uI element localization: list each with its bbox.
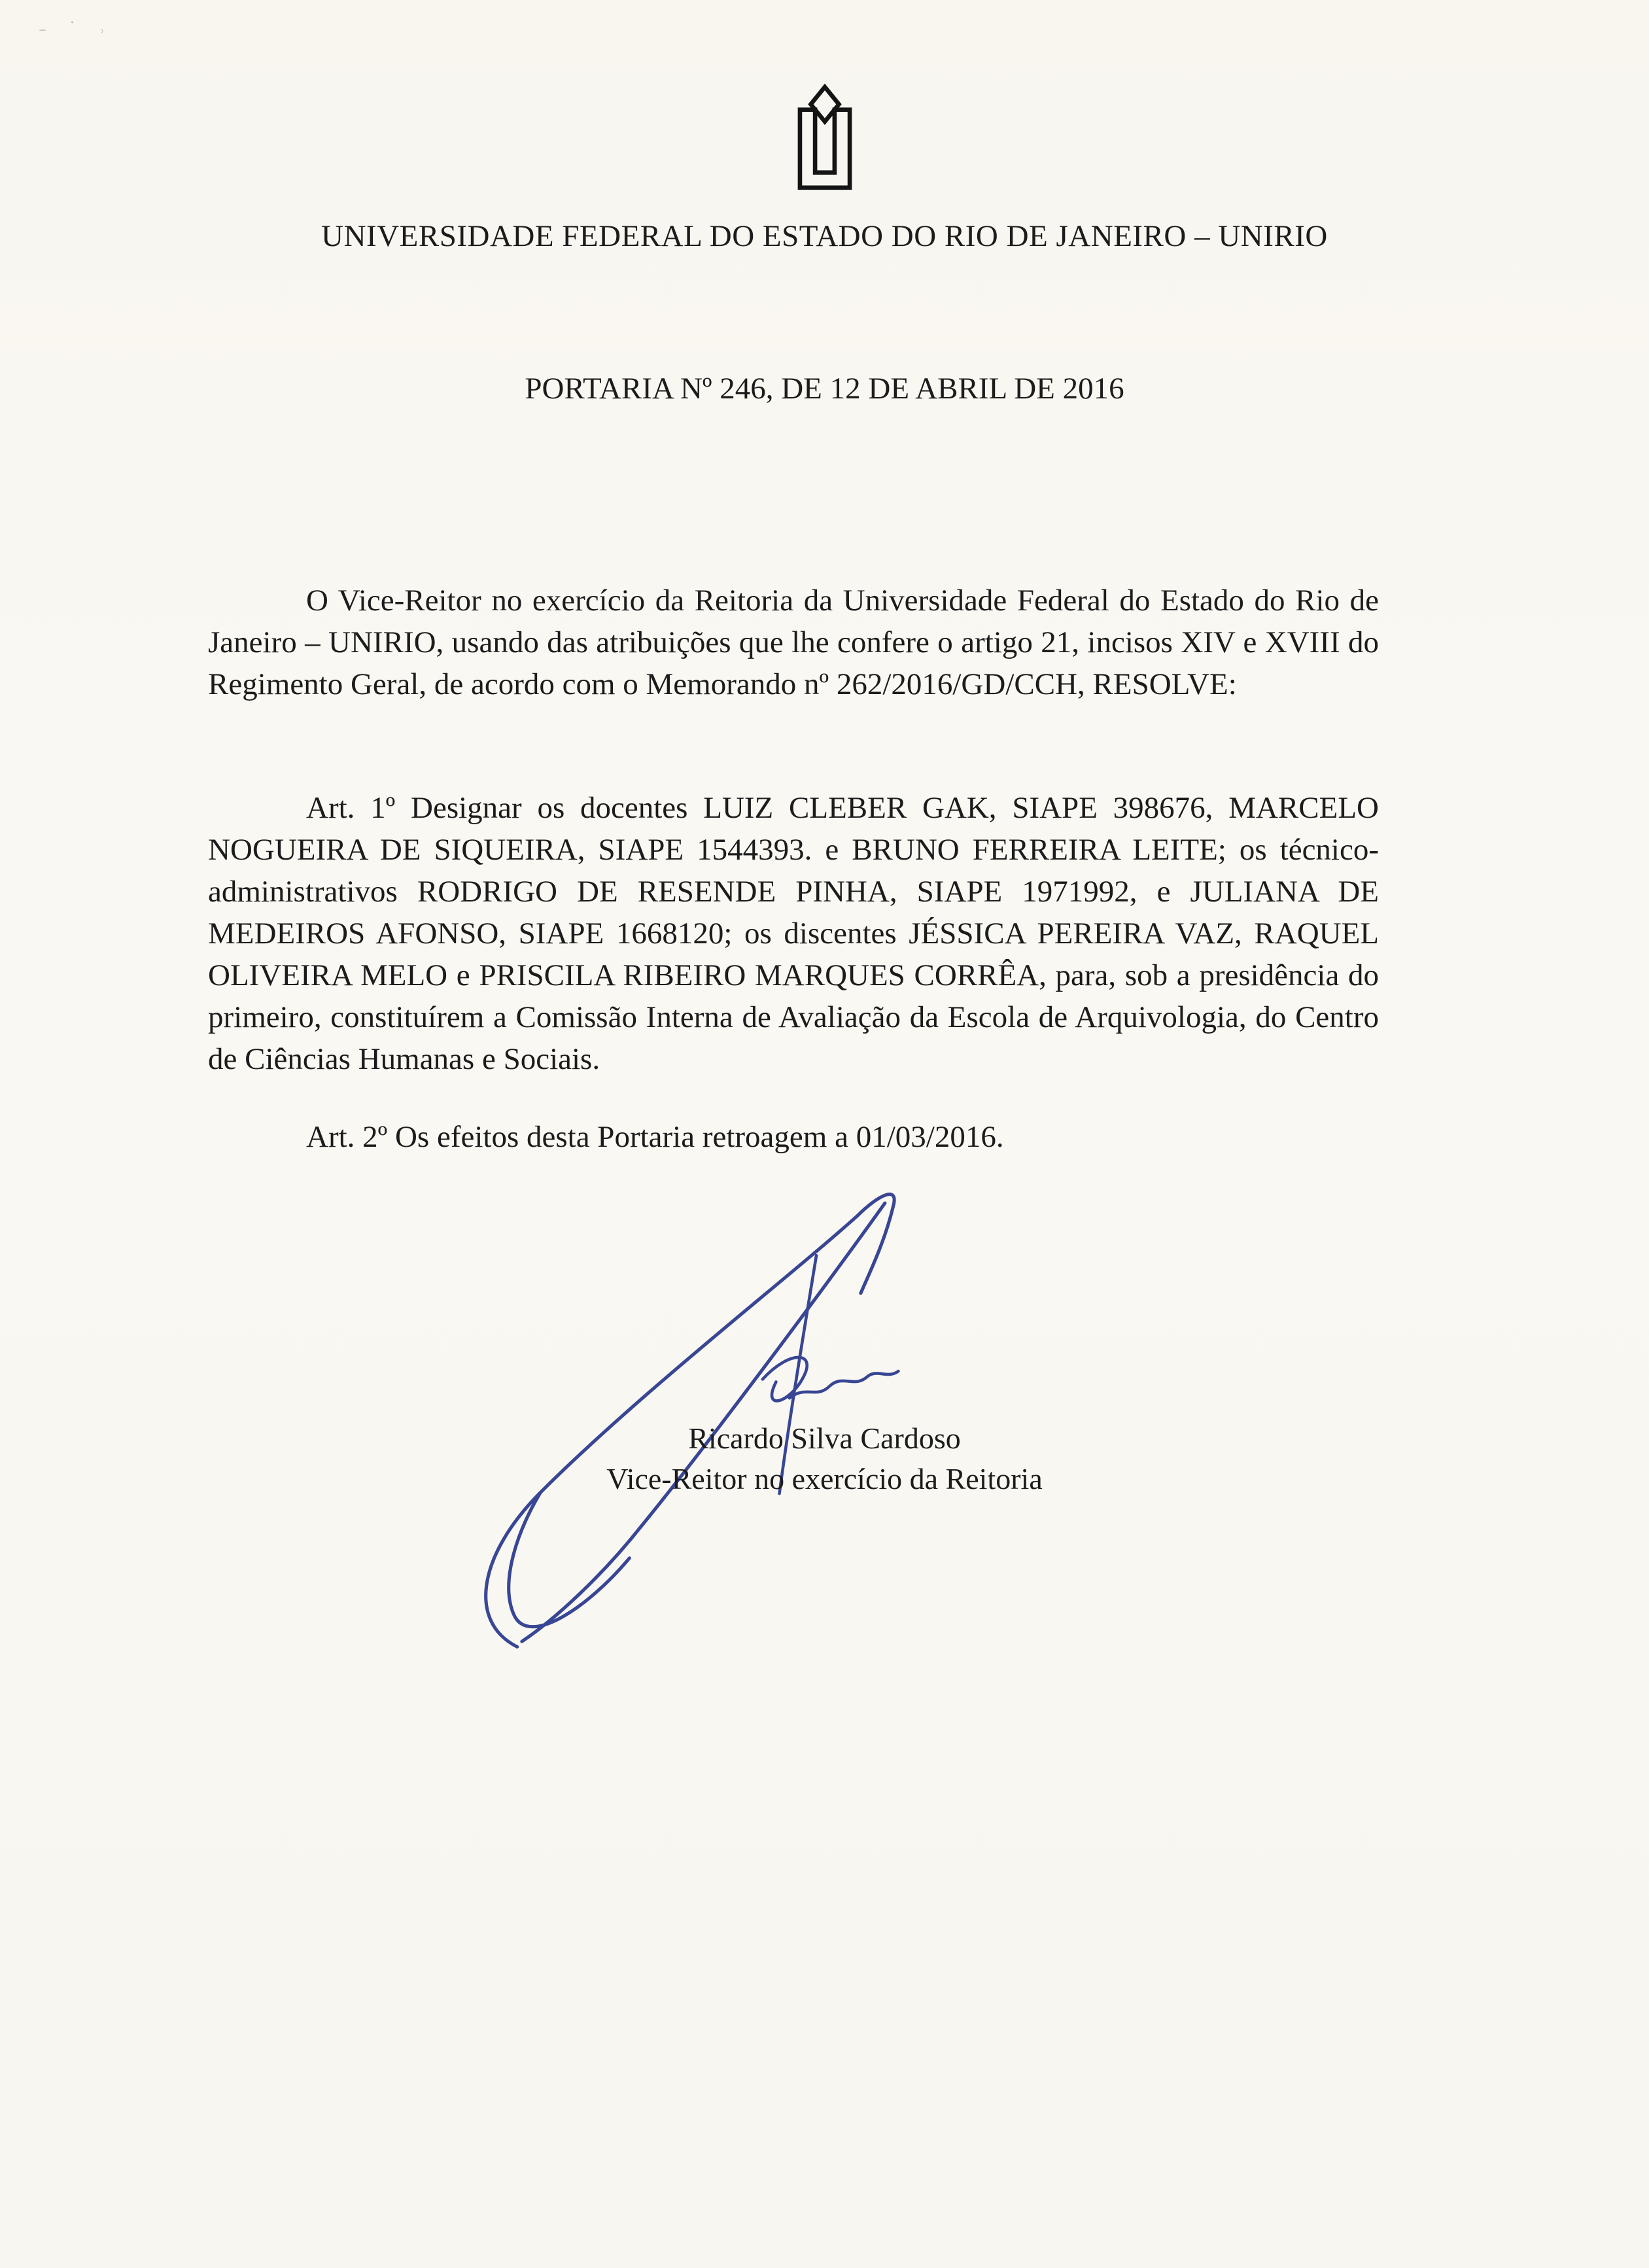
signature-block — [0, 1176, 1649, 1700]
document-body — [208, 580, 1379, 1158]
institution-name: UNIVERSIDADE FEDERAL DO ESTADO DO RIO DE JANEIRO – UNIRIO — [321, 219, 1328, 253]
unirio-logo-icon — [769, 84, 880, 203]
scan-artifact: ˗ ˙ ˒ — [39, 17, 114, 39]
document-header-logo — [0, 0, 1649, 203]
signature-ink — [428, 1176, 1056, 1660]
paragraph-preamble: O Vice-Reitor no exercício da Reitoria da Universidade Federal do Estado do Rio de Janeiro – UNIRIO, usando das atribuições que lhe confere o artigo 21, incisos XIV e XVIII do Regimento Geral, de acordo com o Memorando nº 262/2016/GD/CCH, RESOLVE: — [208, 584, 1379, 701]
signatory-name: Ricardo Silva Cardoso — [688, 1422, 961, 1455]
paragraph-article-2: Art. 2º Os efeitos desta Portaria retroagem a 01/03/2016. — [306, 1120, 1004, 1154]
signatory-role: Vice-Reitor no exercício da Reitoria — [606, 1462, 1043, 1495]
paragraph-article-1: Art. 1º Designar os docentes LUIZ CLEBER GAK, SIAPE 398676, MARCELO NOGUEIRA DE SIQUEIRA, SIAPE 1544393. e BRUNO FERREIRA LEITE; os técnico-administrativos RODRIGO DE RESENDE PINHA, SIAPE 1971992, e JULIANA DE MEDEIROS AFONSO, SIAPE 1668120; os discentes JÉSSICA PEREIRA VAZ, RAQUEL OLIVEIRA MELO e PRISCILA RIBEIRO MARQUES CORRÊA, para, sob a presidência do primeiro, constituírem a Comissão Interna de Avaliação da Escola de Arquivologia, do Centro de Ciências Humanas e Sociais. — [208, 791, 1379, 1076]
document-title: PORTARIA Nº 246, DE 12 DE ABRIL DE 2016 — [525, 372, 1124, 406]
